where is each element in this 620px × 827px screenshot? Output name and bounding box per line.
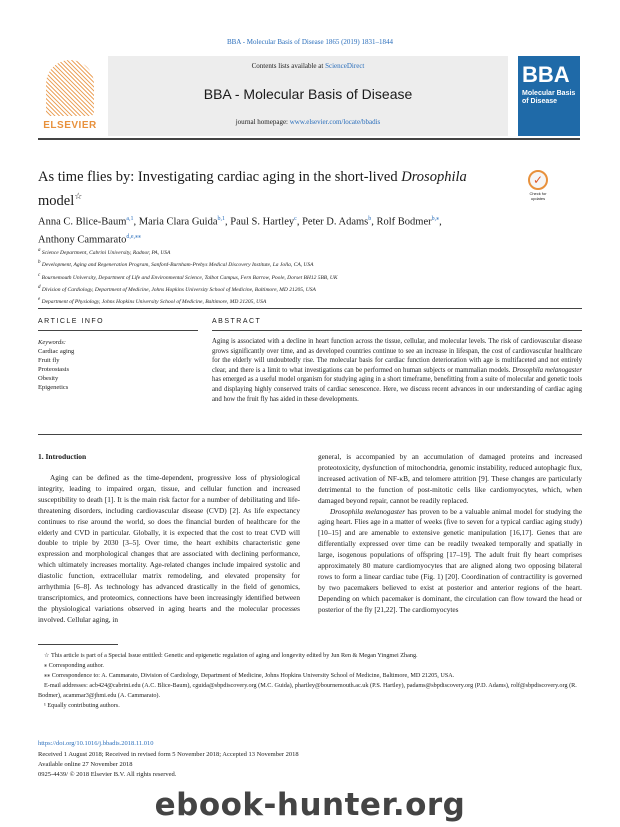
author-affiliation-mark[interactable]: b (368, 216, 372, 222)
keywords-box (38, 338, 198, 392)
author-separator: , (296, 216, 303, 228)
affiliation-text: Department of Physiology, Johns Hopkins University School of Medicine, Baltimore, MD 21205, USA (40, 299, 267, 306)
divider (212, 330, 582, 331)
doi-link[interactable]: https://doi.org/10.1016/j.bbadis.2018.11.010 (38, 740, 154, 747)
affiliation-text: Development, Aging and Regeneration Program, Sanford-Burnham-Prebys Medical Discovery Institute, La Jolla, CA, USA (40, 262, 314, 269)
affiliation (38, 246, 578, 258)
body-column-left (38, 473, 300, 626)
check-icon: ✓ (532, 173, 544, 187)
author-affiliation-mark[interactable]: a,1 (126, 216, 134, 222)
dates-line: Available online 27 November 2018 (38, 761, 133, 768)
body-paragraph: Aging can be defined as the time-dependent, progressive loss of physiological integrity, leading to impaired organ, tissue, and cellular function and increased susceptibility to death [1]. It is the main risk factor for a number of debilitating and life-threatening disorders, including cardiovascular disease (CVD) [2]. As life expectancy continues to rise around the world, so does the financial burden of healthcare for the elderly and CVD in particular. Globally, it is expected that the cost to treat CVD will double to triple by 2030 [3–5]. Over time, the heart exhibits characteristic gene expression and morphological changes that are associated with declining performance, which ultimately increases mortality. Age-related changes include impaired systolic and diastolic function, extracellular matrix remodeling, and elevated propensity for arrhythmia [6–8]. As technology has advanced drastically in the field of genomics, transcriptomics, and proteomics, connections have been increasingly identified between the physiological variations observed in aging hearts and the molecular processes involved. Cellular aging, in (38, 473, 300, 624)
affiliation-text: Science Department, Cabrini University, Radnor, PA, USA (40, 249, 171, 256)
body-italic: Drosophila melanogaster (330, 506, 406, 516)
title-part1: As time flies by: Investigating cardiac aging in the short-lived (38, 169, 402, 185)
affiliation-mark: c (38, 272, 41, 278)
check-text: Check for updates (529, 191, 547, 201)
copyright-line: 0925-4439/ © 2018 Elsevier B.V. All rights reserved. (38, 771, 177, 778)
affiliation (38, 295, 578, 307)
article-dates (38, 750, 438, 780)
author-name[interactable]: Anthony Cammarato (38, 234, 127, 245)
author-list (38, 212, 558, 247)
author-affiliation-mark[interactable]: d,e,⁎⁎ (126, 233, 142, 240)
body-paragraph (318, 507, 582, 616)
journal-cover[interactable] (518, 56, 580, 136)
divider (38, 434, 582, 435)
abstract-text (212, 337, 582, 404)
article-title (38, 168, 508, 211)
body-paragraph: general, is accompanied by an accumulation of damaged proteins and increased proteotoxicity, dysfunction of mitochondria, genomic instability, reduced autophagic flux, increased activation of NF-κB, and telomere attrition [9]. These changes are particularly detrimental to the function of post-mitotic cells like cardiomyocytes, which, when damaged beyond repair, cannot be readily replaced. (318, 452, 582, 505)
author-affiliation-mark[interactable]: b,1 (217, 216, 226, 222)
homepage-link[interactable]: www.elsevier.com/locate/bbadis (289, 118, 381, 126)
author-affiliation-mark[interactable]: c (294, 216, 297, 222)
affiliation-mark: a (38, 248, 41, 253)
footnote-rule (38, 644, 118, 645)
keyword: Cardiac aging (38, 348, 75, 355)
watermark: ebook-hunter.org (154, 787, 466, 823)
divider (38, 330, 198, 331)
footnotes (38, 651, 583, 711)
cover-subtitle: Molecular Basis of Disease (522, 90, 576, 105)
keyword: Obesity (38, 375, 59, 382)
tree-icon (46, 60, 94, 116)
keywords-heading: Keywords: (38, 339, 66, 346)
cover-title: BBA (522, 62, 570, 87)
affiliation-text: Bournemouth University, Department of Life and Environmental Science, Talbot Campus, Fern Barrow, Poole, Dorset BH12 5BB, UK (40, 274, 338, 281)
body-column-right (318, 452, 582, 616)
sciencedirect-link[interactable]: ScienceDirect (325, 62, 365, 70)
author-separator: , (133, 216, 139, 228)
abstract-italic: Drosophila melanogaster (512, 366, 582, 374)
affiliation-mark: e (38, 297, 41, 303)
author-name[interactable]: Maria Clara Guida (138, 216, 218, 228)
journal-header (38, 56, 580, 140)
author-separator: , (225, 216, 231, 228)
check-for-updates-badge[interactable] (524, 170, 552, 204)
author-separator: , (439, 216, 442, 228)
footnote: ☆ This article is part of a Special Issue entitled: Genetic and epigenetic regulation of aging and longevity edited by Jun Ren & Megan Yingmei Zhang. (44, 652, 418, 659)
masthead (108, 56, 508, 136)
keywords-list (38, 347, 198, 392)
contents-prefix: Contents lists available at (251, 62, 326, 70)
journal-title: BBA - Molecular Basis of Disease (203, 86, 413, 102)
affiliation-mark: b (38, 260, 41, 266)
author-separator: , (371, 216, 377, 228)
keyword: Fruit fly (38, 357, 60, 364)
author-name[interactable]: Rolf Bodmer (376, 216, 432, 228)
divider (38, 308, 582, 309)
keyword: Proteostasis (38, 366, 70, 373)
footnote: ⁎⁎ Correspondence to: A. Cammarato, Division of Cardiology, Department of Medicine, Johns Hopkins University School of Medicine, Baltimore, MD 21205, USA. (44, 672, 455, 679)
affiliation-text: Division of Cardiology, Department of Medicine, Johns Hopkins University School of Medicine, Baltimore, MD 21205, USA (40, 286, 316, 293)
author-name[interactable]: Peter D. Adams (302, 216, 369, 228)
affiliation (38, 271, 578, 283)
affiliations (38, 246, 578, 308)
contents-line (108, 62, 508, 70)
homepage-line (108, 118, 508, 126)
keyword: Epigenetics (38, 384, 69, 391)
author-name[interactable]: Anna C. Blice-Baum (38, 216, 127, 228)
title-footnote-mark[interactable]: ☆ (74, 191, 83, 201)
author-affiliation-mark[interactable]: b,⁎ (431, 216, 440, 222)
body-text: has proven to be a valuable animal model for studying the aging heart. Flies age in a matter of weeks (five to seven for a typical cardiac aging study) [10–15] and are amenable to extensive genetic manipulation [16,17]. Genes that are differentially expressed over time can be readily tweaked temporally and spatially in large, isogenous populations of offspring [17–19]. The adult fruit fly heart comprises approximately 80 mature cardiomyocytes that are aligned along two opposing bilateral rows to form a linear cardiac tube (Fig. 1) [20]. Coordination of contractility is governed by two pacemakers believed to exist at posterior and anterior regions of the heart. Depending on which pacemaker is dominant, the circulation can flow toward the head or posterior of the fly [21,22]. The cardiomyocytes (318, 506, 582, 614)
section-heading: 1. Introduction (38, 452, 87, 461)
footnote: ⁎ Corresponding author. (44, 662, 104, 669)
title-part2: model (38, 192, 75, 209)
homepage-prefix: journal homepage: (235, 118, 290, 126)
publisher-name: ELSEVIER (43, 120, 97, 131)
affiliation (38, 283, 578, 295)
elsevier-logo[interactable] (38, 60, 102, 134)
title-italic: Drosophila (401, 169, 467, 185)
footnote: ¹ Equally contributing authors. (44, 702, 120, 709)
footnote-emails[interactable]: E-mail addresses: acb424@cabrini.edu (A.C. Blice-Baum), cguida@sbpdiscovery.org (M.C. Guida), phartley@bournemouth.ac.uk (P.S. Hartley), padams@sbpdiscovery.org (P.D. Adams), rolf@sbpdiscovery.org (R. Bodmer), acammar3@jhmi.edu (A. Cammarato). (38, 682, 577, 699)
dates-line: Received 1 August 2018; Received in revised form 5 November 2018; Accepted 13 November 2018 (38, 751, 299, 758)
abstract-part1: Aging is associated with a decline in heart function across the tissue, cellular, and molecular levels. The risk of cardiovascular disease grows significantly over time, and as developed countries continue to see an increase in lifespan, the cost of cardiovascular healthcare for the elderly will undoubtedly rise. The molecular basis for cardiac function deterioration with age is multifaceted and not entirely clear, and there is a limit to what investigations can be performed on human subjects or mammalian models. (212, 338, 582, 374)
article-info-label: ARTICLE INFO (38, 318, 105, 325)
affiliation-mark: d (38, 284, 41, 290)
running-head[interactable]: BBA - Molecular Basis of Disease 1865 (2019) 1831–1844 (226, 38, 394, 46)
abstract-part2: has emerged as a useful model organism for studying aging in a short timeframe, benefitting from a suite of molecular and genetic tools and displaying highly conserved traits of cardiac senescence. Here, we discuss recent advances in our understanding of cardiac aging and how the fruit fly has aided in these developments. (212, 376, 582, 403)
author-name[interactable]: Paul S. Hartley (230, 216, 295, 228)
affiliation (38, 258, 578, 270)
abstract-label: ABSTRACT (212, 318, 262, 325)
